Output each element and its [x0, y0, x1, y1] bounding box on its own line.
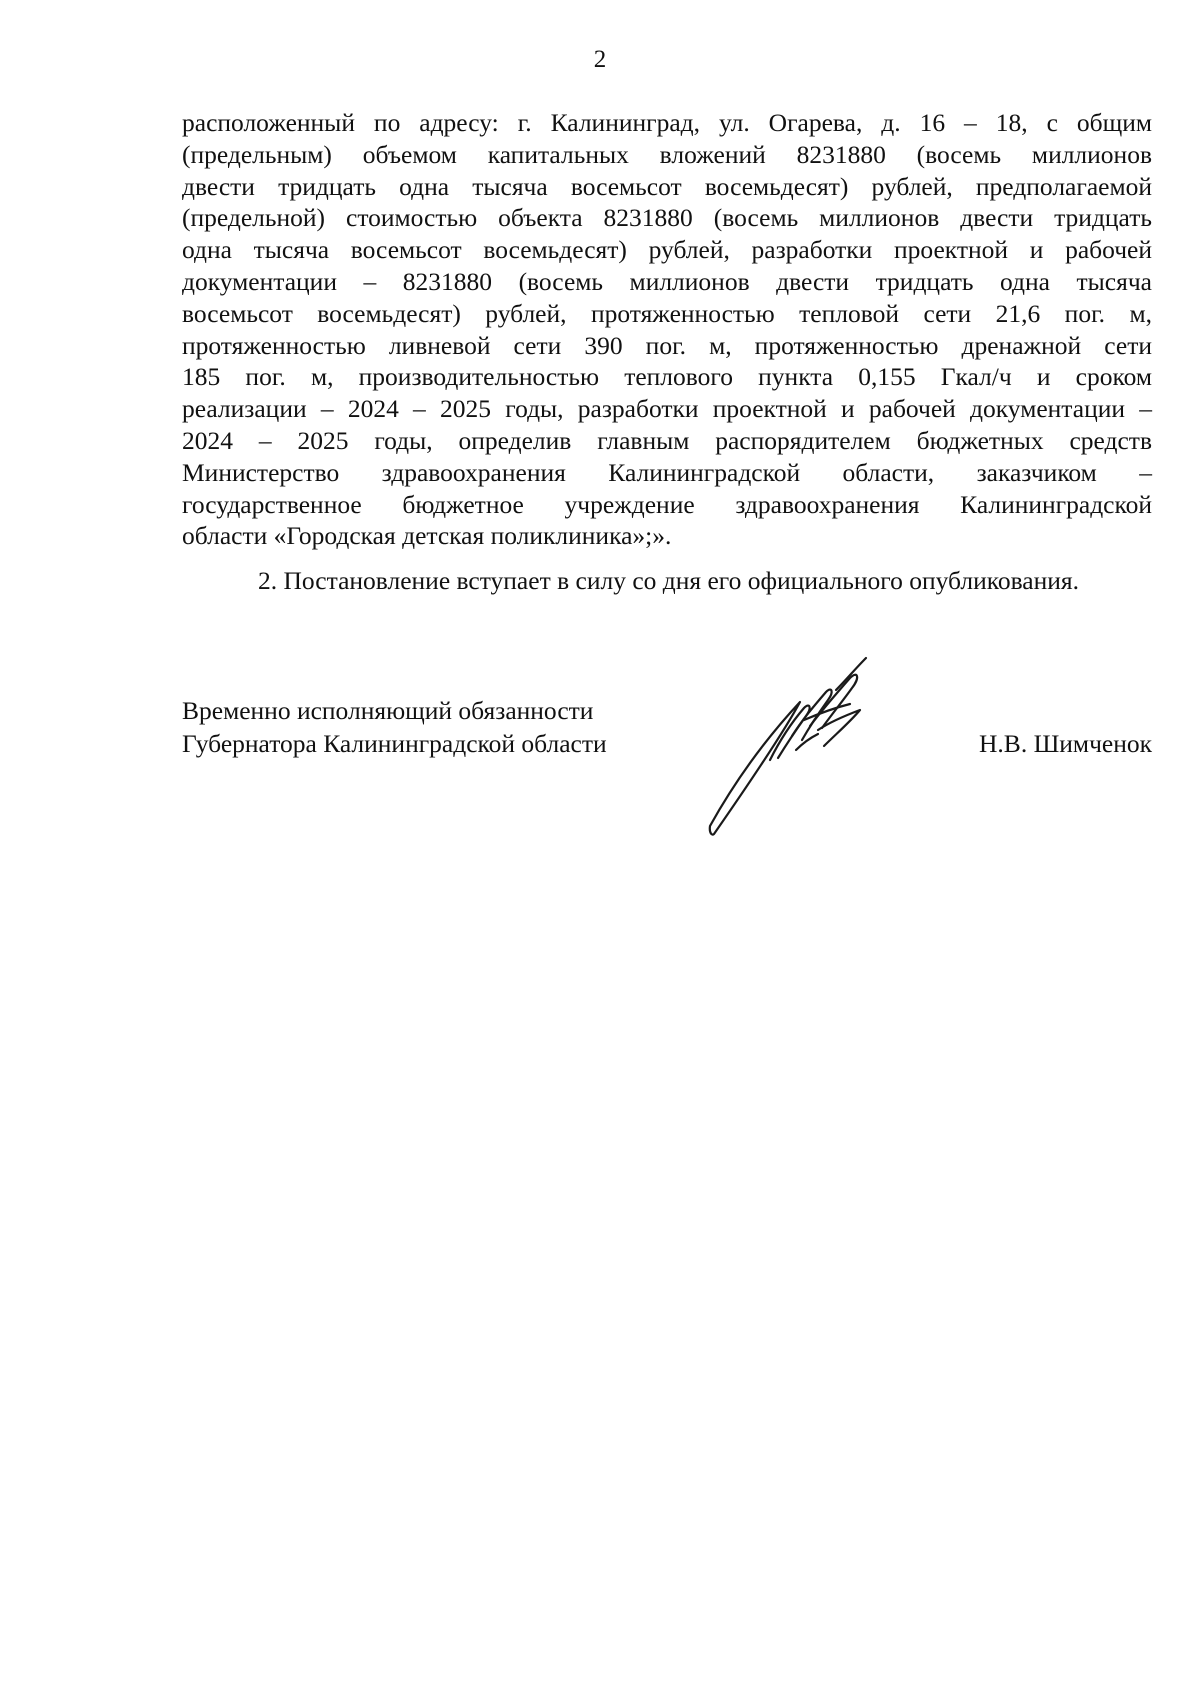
paragraph-1-line: государственное бюджетное учреждение здравоохранения Калининградской [182, 489, 1152, 519]
paragraph-1-line: 185 пог. м, производительностью теплового пункта 0,155 Гкал/ч и сроком [182, 362, 1152, 392]
paragraph-1-line: двести тридцать одна тысяча восемьсот восемьдесят) рублей, предполагаемой [182, 171, 1152, 201]
signatory-position-line-2: Губернатора Калининградской области [182, 729, 607, 758]
paragraph-1-line: (предельной) стоимостью объекта 8231880 (восемь миллионов двести тридцать [182, 203, 1152, 233]
signatory-position [182, 694, 607, 760]
paragraph-2: 2. Постановление вступает в силу со дня его официального опубликования. [258, 566, 1079, 595]
paragraph-1-line: реализации – 2024 – 2025 годы, разработки проектной и рабочей документации – [182, 394, 1152, 424]
paragraph-1-line: (предельным) объемом капитальных вложений 8231880 (восемь миллионов [182, 139, 1152, 169]
paragraph-1-line: документации – 8231880 (восемь миллионов двести тридцать одна тысяча [182, 266, 1152, 296]
paragraph-1 [182, 107, 1152, 552]
paragraph-1-line: 2024 – 2025 годы, определив главным распорядителем бюджетных средств [182, 425, 1152, 455]
paragraph-1-line: Министерство здравоохранения Калининградской области, заказчиком – [182, 457, 1152, 487]
signatory-name: Н.В. Шимченок [979, 729, 1152, 758]
paragraph-1-line: одна тысяча восемьсот восемьдесят) рублей, разработки проектной и рабочей [182, 235, 1152, 265]
page-number: 2 [593, 46, 607, 73]
paragraph-1-line: расположенный по адресу: г. Калининград, ул. Огарева, д. 16 – 18, с общим [182, 108, 1152, 137]
paragraph-1-line: протяженностью ливневой сети 390 пог. м, протяженностью дренажной сети [182, 330, 1152, 360]
signatory-position-line-1: Временно исполняющий обязанности [182, 696, 594, 725]
handwritten-signature [700, 650, 920, 840]
paragraph-1-line: области «Городская детская поликлиника»;». [182, 521, 672, 551]
paragraph-1-line: восемьсот восемьдесят) рублей, протяженностью тепловой сети 21,6 пог. м, [182, 298, 1152, 328]
